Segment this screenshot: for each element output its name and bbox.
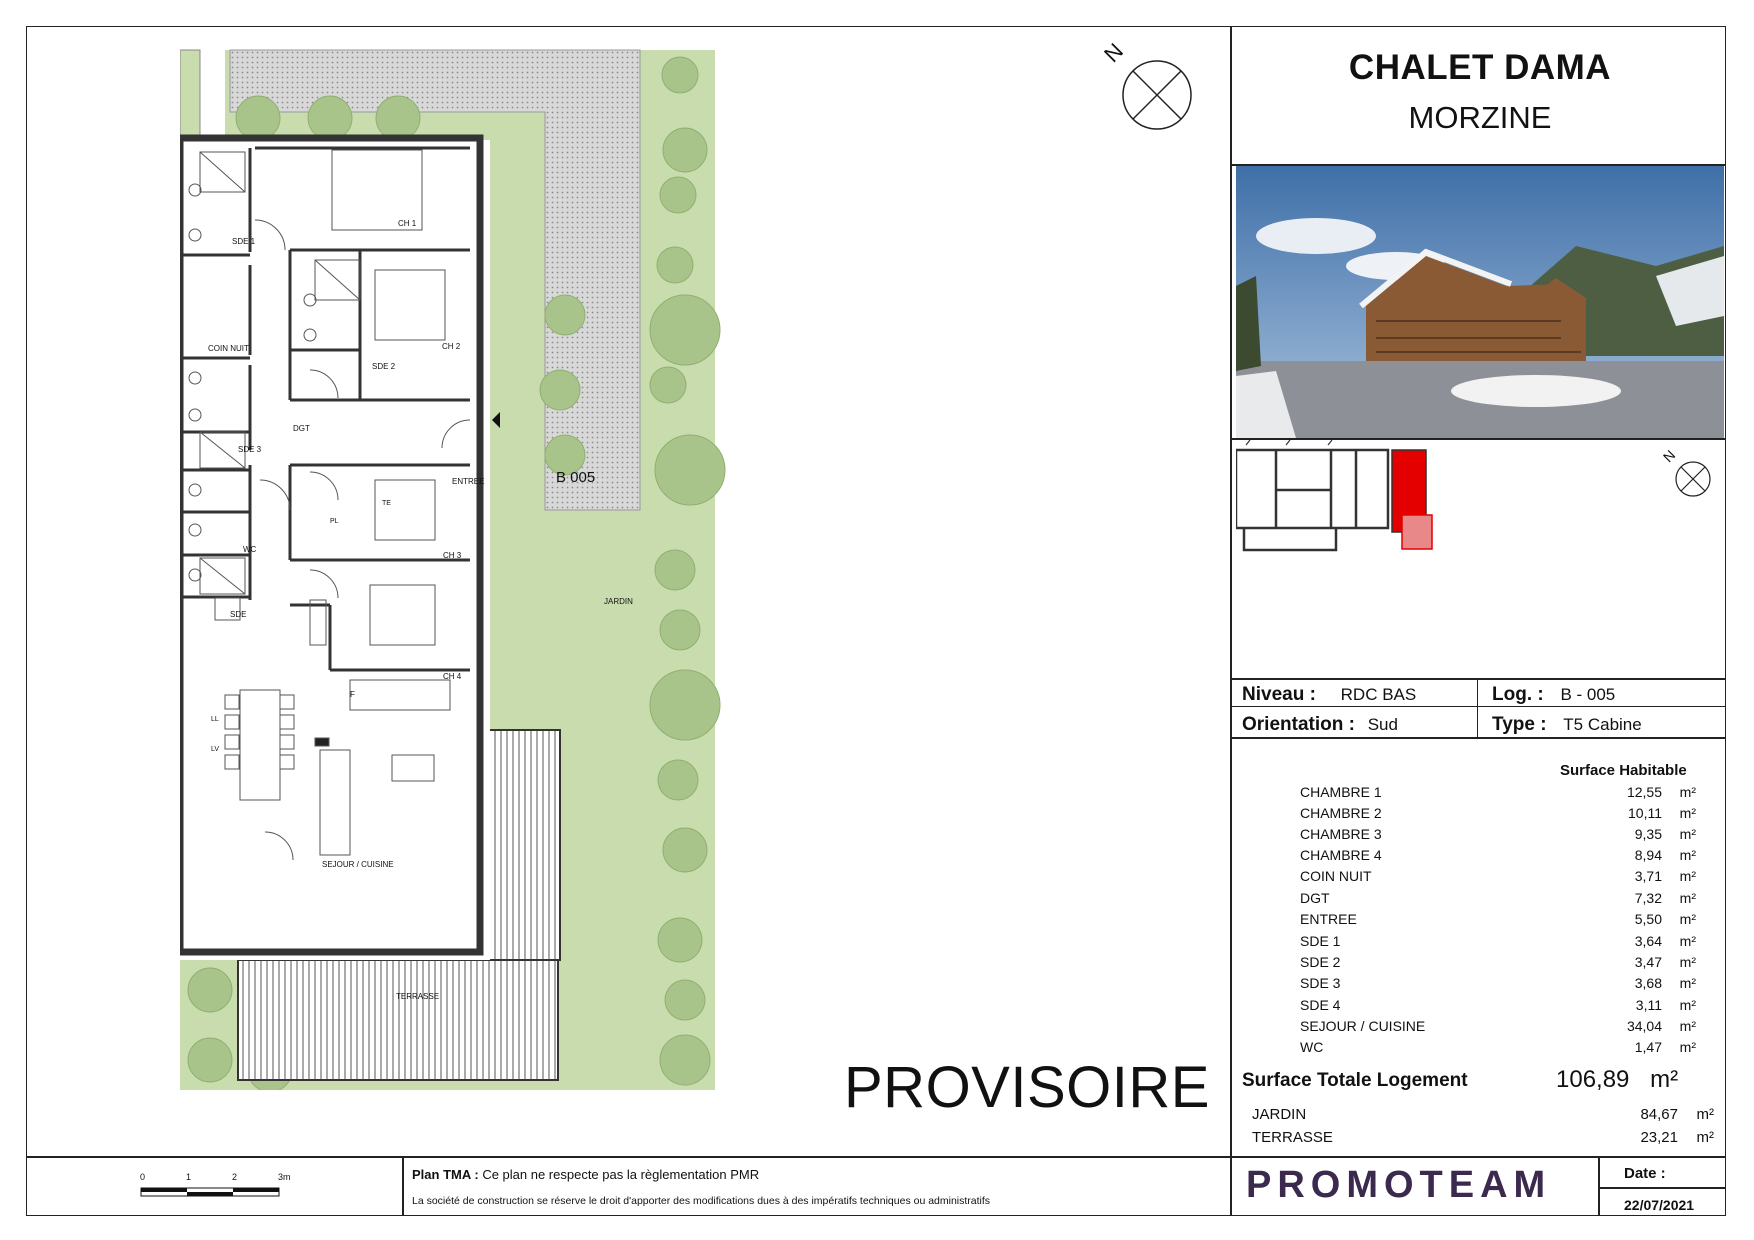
info-divider-3 xyxy=(1230,737,1726,739)
building-photo xyxy=(1236,166,1724,438)
niveau-value: RDC BAS xyxy=(1340,685,1417,704)
room-row: ENTREE 5,50 m² xyxy=(1300,911,1696,927)
plan-tma-title: Plan TMA : xyxy=(412,1167,479,1182)
plan-label-ch1: CH 1 xyxy=(398,219,417,228)
scale-label: 1 xyxy=(186,1172,192,1182)
panel-divider xyxy=(1230,26,1232,1216)
compass-letter: N xyxy=(1099,38,1129,68)
provisoire-watermark: PROVISOIRE xyxy=(844,1055,1210,1120)
surface-header: Surface Habitable xyxy=(1560,762,1687,779)
date-label: Date : xyxy=(1624,1165,1666,1182)
apartment-floor xyxy=(180,140,490,960)
room-row: SDE 4 3,11 m² xyxy=(1300,997,1696,1013)
scale-label: 2 xyxy=(232,1172,238,1182)
exterior-row: JARDIN 84,67 m² xyxy=(1252,1106,1714,1123)
type-value: T5 Cabine xyxy=(1563,715,1642,734)
plan-label-lv: LV xyxy=(211,746,220,753)
type-row xyxy=(1492,714,1642,736)
info-divider-2 xyxy=(1230,706,1726,707)
plan-label-terrasse: TERRASSE xyxy=(396,992,440,1001)
room-row: SDE 2 3,47 m² xyxy=(1300,954,1696,970)
plan-label-coin-nuit: COIN NUIT xyxy=(208,344,249,353)
orientation-row xyxy=(1242,714,1398,736)
plan-note: La société de construction se réserve le droit d'apporter des modifications dues à des impératifs techniques ou administratifs xyxy=(412,1195,991,1207)
compass-icon xyxy=(1120,58,1194,132)
plan-tma xyxy=(412,1167,759,1182)
footer-divider-1 xyxy=(402,1156,404,1216)
room-row: WC 1,47 m² xyxy=(1300,1039,1696,1055)
niveau-label: Niveau : xyxy=(1242,684,1316,705)
key-plan-compass-icon xyxy=(1674,460,1712,498)
plan-label-ll: LL xyxy=(211,716,219,723)
orientation-value: Sud xyxy=(1367,715,1398,734)
total-surface-value: 106,89 m² xyxy=(1556,1066,1679,1093)
room-row: DGT 7,32 m² xyxy=(1300,890,1696,906)
orientation-label: Orientation : xyxy=(1242,714,1355,735)
plan-label-ch2: CH 2 xyxy=(442,342,461,351)
room-row: CHAMBRE 2 10,11 m² xyxy=(1300,805,1696,821)
footer-divider-2 xyxy=(1598,1156,1600,1216)
key-plan xyxy=(1236,440,1724,676)
plan-label-pl: PL xyxy=(330,518,339,525)
plan-label-wc: WC xyxy=(243,545,257,554)
plan-label-sde1: SDE 1 xyxy=(232,237,256,246)
info-divider-1 xyxy=(1230,678,1726,680)
room-row: CHAMBRE 3 9,35 m² xyxy=(1300,826,1696,842)
plan-label-sde3: SDE 3 xyxy=(238,445,262,454)
info-divider-v xyxy=(1477,678,1478,737)
plan-label-sejour: SEJOUR / CUISINE xyxy=(322,860,394,869)
plan-tma-text: Ce plan ne respecte pas la règlementation PMR xyxy=(482,1167,760,1182)
project-location: MORZINE xyxy=(1408,100,1552,135)
room-row: SDE 1 3,64 m² xyxy=(1300,933,1696,949)
room-row: SDE 3 3,68 m² xyxy=(1300,975,1696,991)
plan-label-entree: ENTREE xyxy=(452,477,485,486)
plan-label-ch4: CH 4 xyxy=(443,672,462,681)
room-row: CHAMBRE 4 8,94 m² xyxy=(1300,847,1696,863)
log-label: Log. : xyxy=(1492,684,1544,705)
date-divider xyxy=(1598,1187,1726,1189)
date-value: 22/07/2021 xyxy=(1624,1197,1695,1213)
plan-label-sde2: SDE 2 xyxy=(372,362,396,371)
room-row: CHAMBRE 1 12,55 m² xyxy=(1300,784,1696,800)
plan-label-ch3: CH 3 xyxy=(443,551,462,560)
room-row: COIN NUIT 3,71 m² xyxy=(1300,868,1696,884)
scale-label: 3m xyxy=(278,1172,291,1182)
scale-label: 0 xyxy=(140,1172,146,1182)
promoteam-logo: PROMOTEAM xyxy=(1246,1164,1552,1206)
terrace-deck xyxy=(238,960,558,1080)
footer-divider xyxy=(26,1156,1726,1158)
plan-label-dgt: DGT xyxy=(293,424,310,433)
project-title: CHALET DAMA xyxy=(1348,48,1612,87)
type-label: Type : xyxy=(1492,714,1547,735)
log-row xyxy=(1492,684,1615,706)
key-plan-compass-letter: N xyxy=(1659,446,1679,466)
plan-label-f: F xyxy=(350,690,355,699)
room-row: SEJOUR / CUISINE 34,04 m² xyxy=(1300,1018,1696,1034)
niveau-row xyxy=(1242,684,1416,706)
plan-label-sde: SDE xyxy=(230,610,247,619)
scale-bar xyxy=(140,1184,280,1200)
log-value: B - 005 xyxy=(1560,685,1616,704)
exterior-row: TERRASSE 23,21 m² xyxy=(1252,1129,1714,1146)
plan-label-unit-ref: B 005 xyxy=(556,469,596,486)
total-surface-label: Surface Totale Logement xyxy=(1242,1070,1468,1091)
plan-label-jardin: JARDIN xyxy=(604,597,633,606)
floor-plan xyxy=(180,40,740,1090)
plan-label-te: TE xyxy=(382,500,391,507)
